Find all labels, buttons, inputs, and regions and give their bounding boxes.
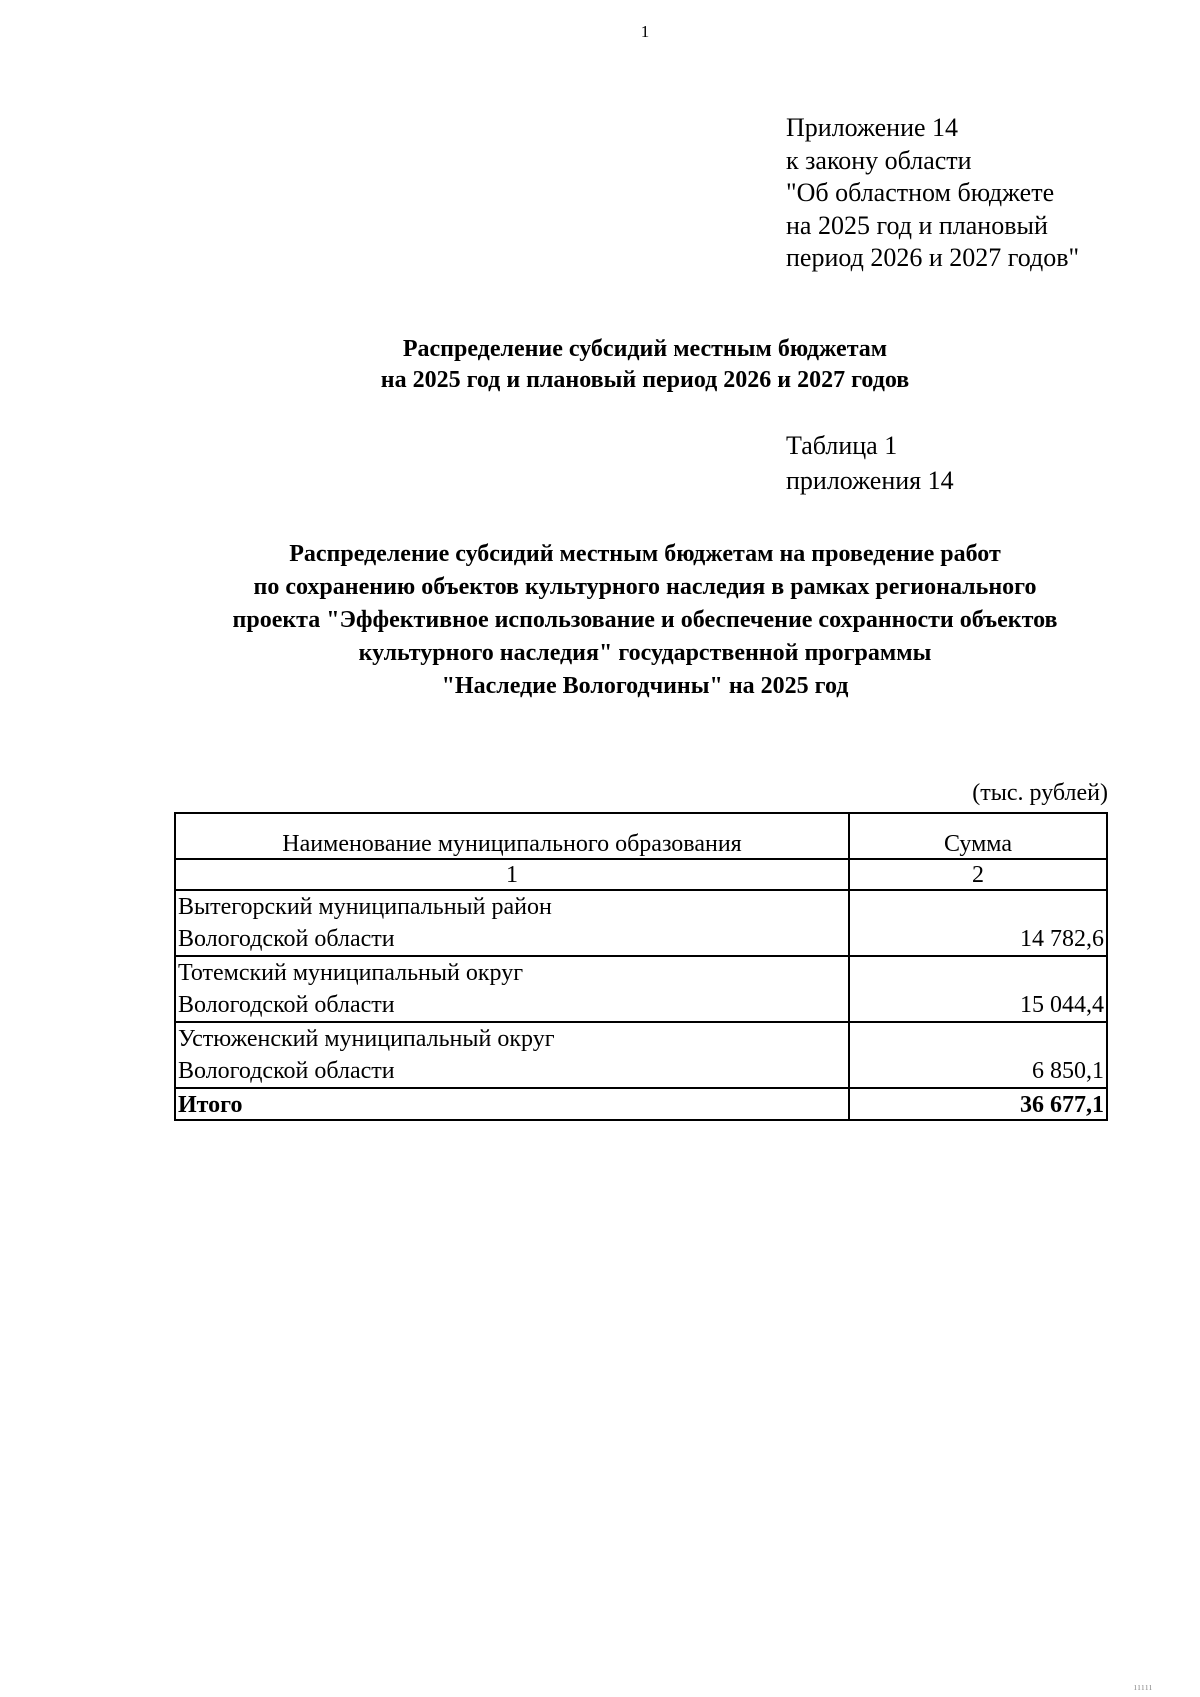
municipality-name-line: Устюженский муниципальный округ bbox=[178, 1026, 555, 1052]
scan-mark: ııııı bbox=[1134, 1682, 1153, 1693]
header-name: Наименование муниципального образования bbox=[175, 813, 849, 859]
page-number: 1 bbox=[640, 22, 650, 41]
table-title-line: по сохранению объектов культурного наследия в рамках регионального bbox=[253, 574, 1037, 600]
main-title-line: на 2025 год и плановый период 2026 и 2027 годов bbox=[380, 367, 910, 393]
appendix-line: Приложение 14 bbox=[786, 113, 959, 142]
table-row bbox=[175, 956, 1107, 1022]
column-number-row bbox=[175, 859, 1107, 890]
municipality-name-line: Тотемский муниципальный округ bbox=[178, 960, 524, 986]
appendix-reference bbox=[786, 112, 1079, 275]
municipality-name bbox=[175, 1022, 849, 1088]
municipality-name-line: Вытегорский муниципальный район bbox=[178, 894, 552, 920]
total-label: Итого bbox=[175, 1088, 849, 1120]
table-header-row bbox=[175, 813, 1107, 859]
table-title-line: культурного наследия" государственной программы bbox=[358, 640, 932, 666]
appendix-line: "Об областном бюджете bbox=[786, 178, 1055, 208]
table-reference-line: приложения 14 bbox=[786, 466, 954, 495]
units-label: (тыс. рублей) bbox=[972, 780, 1108, 806]
main-title-line: Распределение субсидий местным бюджетам bbox=[402, 336, 888, 362]
column-number: 2 bbox=[849, 859, 1107, 890]
municipality-name bbox=[175, 890, 849, 956]
table-title-line: Распределение субсидий местным бюджетам на проведение работ bbox=[289, 541, 1001, 567]
total-row bbox=[175, 1088, 1107, 1120]
appendix-line: период 2026 и 2027 годов" bbox=[786, 243, 1080, 273]
municipality-name-line: Вологодской области bbox=[178, 1058, 395, 1084]
table-row bbox=[175, 1022, 1107, 1088]
table-title-line: "Наследие Вологодчины" на 2025 год bbox=[441, 673, 849, 699]
table-reference-line: Таблица 1 bbox=[786, 431, 898, 460]
amount-cell: 6 850,1 bbox=[849, 1022, 1107, 1088]
amount-cell: 15 044,4 bbox=[849, 956, 1107, 1022]
appendix-line: на 2025 год и плановый bbox=[786, 210, 1048, 240]
municipality-name bbox=[175, 956, 849, 1022]
total-amount: 36 677,1 bbox=[849, 1088, 1107, 1120]
subsidy-table bbox=[174, 812, 1108, 1121]
table-title-line: проекта "Эффективное использование и обеспечение сохранности объектов bbox=[232, 607, 1058, 633]
table-title bbox=[0, 538, 1200, 703]
column-number: 1 bbox=[175, 859, 849, 890]
amount-cell: 14 782,6 bbox=[849, 890, 1107, 956]
header-amount: Сумма bbox=[849, 813, 1107, 859]
main-title bbox=[0, 334, 1200, 396]
table-reference bbox=[786, 428, 954, 498]
appendix-line: к закону области bbox=[786, 145, 972, 175]
municipality-name-line: Вологодской области bbox=[178, 992, 395, 1018]
table-row bbox=[175, 890, 1107, 956]
municipality-name-line: Вологодской области bbox=[178, 926, 395, 952]
